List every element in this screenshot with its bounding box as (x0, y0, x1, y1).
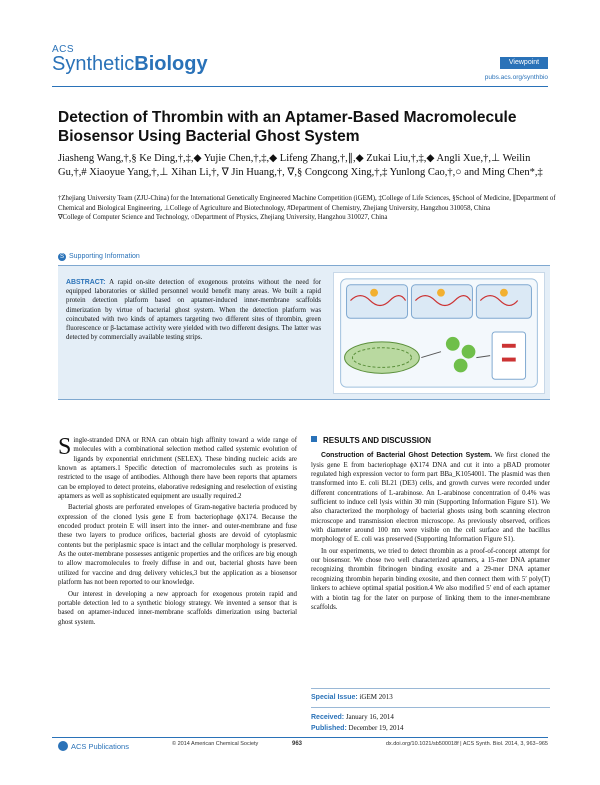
results-paragraph-1-text: We first cloned the lysis gene E from bacteriophage ϕX174 DNA and cut it into a pBAD promoter regulated high expression vector to form part BBa_K1054001. The plasmid was then transformed into E. coli BL21 (DE3) cells, and growth curves were recorded under different concentrations of L-arabinose. An L-arabinose concentration of 0.4% was sufficient to induce cell lysis within 30 min (Supporting Information Figure S1). We also characterized the morphology of bacterial ghosts using both scanning electron microscope and transmission electron microscope. As previously observed, orifices with diameter around 100 nm were visible on the cell surface and the bacillus morphology of E. coli was preserved (Supporting Information Figure S1). (311, 452, 550, 544)
footer-rule (52, 737, 548, 738)
supporting-info-icon: S (59, 254, 64, 260)
abstract-box (58, 265, 550, 400)
toc-gfp-1 (446, 337, 460, 351)
results-paragraph-2: In our experiments, we tried to detect thrombin as a proof-of-concept attempt for our biosensor. We chose two well characterized aptamers, a 15-mer DNA aptamer recognizing thrombin fibrinogen binding exosite and a 29-mer DNA aptamer recognizing thrombin heparin binding exosite, and then connect them with 5′ poly(T) linkers to achieve optimal spatial position.4 We also modified 5′ end of each aptamer with a biotin tag for the later on purpose of linking them to the inner-membrane scaffolds. (311, 547, 550, 611)
toc-gfp-2 (462, 345, 476, 359)
results-run-head: Construction of Bacterial Ghost Detection System. (321, 452, 493, 460)
results-heading (311, 436, 550, 445)
toc-thrombin-1 (370, 289, 378, 297)
section-marker (311, 436, 317, 442)
logo-acs-text: ACS (52, 44, 75, 55)
intro-paragraph-1: Single-stranded DNA or RNA can obtain high affinity toward a wide range of molecules with a combinational selection method called systemic evolution of ligands by exponential enrichment (SELEX). These binding nucleic acids are known as aptamers.1 Specific detection of macromolecules such as proteins is restricted to the usage of antibodies. Although there have been reports that aptamers can be employed to detect proteins, elaborative redesigning and reselection of existing aptamers as well as sophisticated equipment are usually required.2 (58, 434, 297, 501)
abstract-label: ABSTRACT: (66, 279, 106, 286)
toc-test-strip (492, 332, 525, 379)
affiliation-line-2: ∇College of Computer Science and Technology, ○Department of Physics, Zhejiang University, Hangzhou 310027, China (58, 214, 388, 221)
intro-paragraph-3: Our interest in developing a new approach for exogenous protein rapid and portable detection led to a synthetic biology strategy. We invented a sensor that is based on aptamer-induced inner-membrane scaffolds dimerization using bacterial ghost system. (58, 590, 297, 626)
page-number: 963 (292, 741, 303, 747)
published-label: Published: (311, 725, 347, 732)
drop-cap: S (58, 434, 72, 460)
toc-thrombin-3 (500, 289, 508, 297)
author-list: Jiasheng Wang,†,§ Ke Ding,†,‡,◆ Yujie Chen,†,‡,◆ Lifeng Zhang,†,∥,◆ Zukai Liu,†,‡,◆ Angli Xue,†,⊥ Weilin Gu,†,# Xiaoyue Yang,†,⊥ Xihan Li,†, ∇ Jin Huang,†, ∇,§ Congcong Xing,†,‡ Yunlong Cao,†,○ and Ming Chen*,‡ (58, 153, 543, 178)
toc-strip-band-1 (502, 344, 516, 348)
acs-logo-icon (58, 741, 68, 751)
received-line (311, 712, 550, 724)
received-label: Received: (311, 713, 345, 721)
publisher-name: ACS Publications (71, 742, 129, 751)
body-right-column (311, 436, 550, 614)
logo-journal-name (52, 55, 208, 73)
toc-graphic (333, 272, 545, 394)
publisher-logo (58, 741, 129, 751)
issue-info (311, 688, 550, 735)
toc-cell-1 (347, 285, 408, 318)
special-issue-line (311, 692, 550, 708)
journal-url-link[interactable]: pubs.acs.org/synthbio (484, 74, 548, 81)
published-line (311, 723, 550, 735)
published-value: December 19, 2014 (348, 724, 404, 732)
supporting-info-link[interactable] (58, 253, 140, 261)
header-rule (52, 86, 548, 87)
article-title: Detection of Thrombin with an Aptamer-Based Macromolecule Biosensor Using Bacterial Ghost System (58, 109, 517, 145)
doi-citation[interactable]: dx.doi.org/10.1021/sb500018f | ACS Synth. Biol. 2014, 3, 963−965 (385, 741, 548, 747)
affiliation-line-1: †Zhejiang University Team (ZJU-China) for the International Genetically Engineered Machine Competition (iGEM), ‡College of Life Sciences, §School of Medicine, ∥Department of Chemical and Biological Engineering, ⊥College of Agriculture and Biotechnology, #Department of Chemistry, Zhejiang University, Hangzhou 310058, China (58, 195, 556, 212)
copyright: © 2014 American Chemical Society (172, 741, 259, 747)
results-paragraph-1 (311, 451, 550, 544)
journal-logo (52, 44, 208, 73)
abstract-text (66, 278, 321, 342)
special-issue-value: iGEM 2013 (359, 693, 393, 701)
toc-bacterium (345, 342, 420, 373)
article-type-tab: Viewpoint (500, 57, 548, 69)
logo-name-part-b: Biology (134, 53, 208, 75)
abstract-body: A rapid on-site detection of exogenous proteins without the need for equipped laboratories or skilled personnel would benefit many areas. We built a rapid protein detection platform based on aptamer-induced inner-membrane scaffolds dimerization by virtue of bacterial ghost system. When the detection platform was coincubated with two kinds of aptamers targeting two different sites of thrombin, green fluorescence or β-lactamase activity were yielded with two different designs. The latter was detected by commercially available testing strips. (66, 279, 321, 342)
intro-paragraph-2: Bacterial ghosts are perforated envelopes of Gram-negative bacteria produced by expression of the cloned lysis gene E from bacteriophage ϕX174. Because the encoded product protein E will insert into the inner- and outer-membrane and fuse these two layers to produce orifices, bacterial ghosts are devoid of cytoplasmic contents but the periplasmic space is intact and the cellular morphology is preserved. As the outer-membrane possesses antigenic properties and the orifices are big enough to allow macromolecules to freely diffuse in and out, bacterial ghosts have been utilized for vaccine and drug delivery vehicles,3 but the application as a biosensor platform has not been reported to our knowledge. (58, 504, 297, 587)
body-left-column (58, 436, 297, 629)
toc-strip-band-2 (502, 358, 516, 362)
special-issue-label: Special Issue: (311, 694, 358, 701)
supporting-info-label: Supporting Information (69, 253, 140, 260)
results-heading-text: RESULTS AND DISCUSSION (323, 436, 432, 445)
received-value: January 16, 2014 (345, 712, 394, 721)
toc-thrombin-2 (437, 289, 445, 297)
affiliations (58, 194, 558, 223)
toc-gfp-3 (454, 359, 468, 373)
logo-name-part-a: Synthetic (52, 53, 135, 75)
